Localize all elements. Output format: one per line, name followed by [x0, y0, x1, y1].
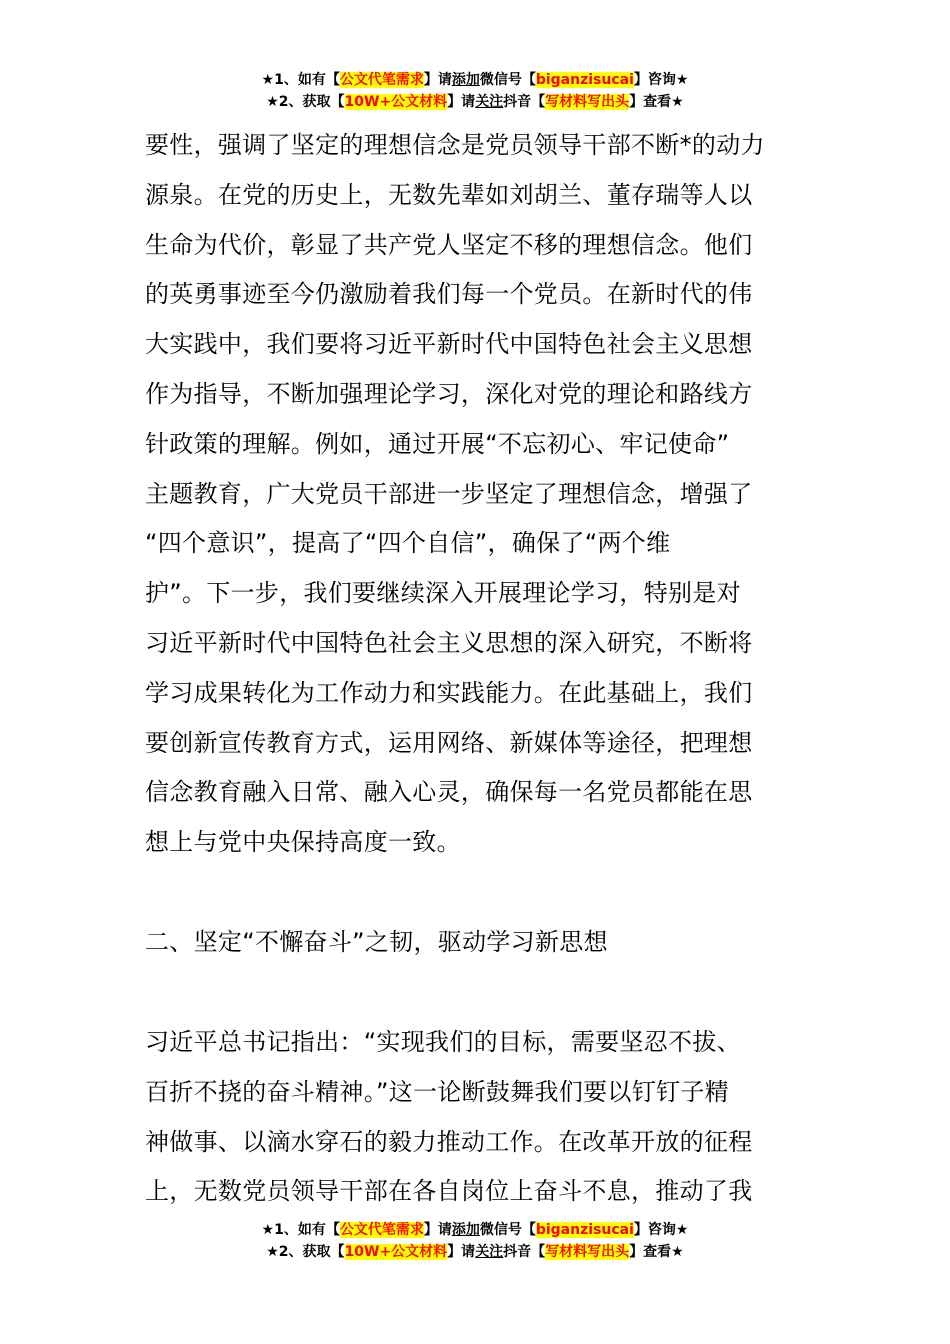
- bottom-banner: [0, 1219, 950, 1263]
- service-highlight: 公文代笔需求: [339, 72, 424, 88]
- text-line: 主题教育，广大党员干部进一步坚定了理想信念，增强了: [145, 479, 753, 508]
- banner-line-1: ★1、如有【公文代笔需求】请添加微信号【biganzisucai】咨询★: [261, 1222, 689, 1238]
- douyin-account-highlight: 写材料写出头: [545, 1244, 630, 1260]
- banner-line-2: ★2、获取【10W+公文材料】请关注抖音【写材料写出头】查看★: [266, 1244, 684, 1260]
- text-line: 的英勇事迹至今仍激励着我们每一个党员。在新时代的伟: [145, 280, 753, 309]
- service-highlight: 公文代笔需求: [339, 1222, 424, 1238]
- wechat-id-highlight: biganzisucai: [535, 72, 634, 88]
- text-line: 想上与党中央保持高度一致。: [145, 828, 461, 857]
- text-line: 要创新宣传教育方式，运用网络、新媒体等途径，把理想: [145, 728, 753, 757]
- text-line: 神做事、以滴水穿石的毅力推动工作。在改革开放的征程: [145, 1127, 753, 1156]
- text-line: 习近平总书记指出：“实现我们的目标，需要坚忍不拔、: [145, 1028, 741, 1056]
- paragraph-text: [145, 121, 825, 868]
- top-banner: [0, 69, 950, 113]
- materials-highlight: 10W+公文材料: [344, 1244, 448, 1260]
- text-line: 大实践中，我们要将习近平新时代中国特色社会主义思想: [145, 330, 753, 359]
- text-line: 学习成果转化为工作动力和实践能力。在此基础上，我们: [145, 678, 753, 707]
- wechat-id-highlight: biganzisucai: [535, 1222, 634, 1238]
- text-line: 要性，强调了坚定的理想信念是党员领导干部不断*的动力: [145, 131, 765, 159]
- text-line: 生命为代价，彰显了共产党人坚定不移的理想信念。他们: [145, 230, 753, 259]
- banner-line-1: ★1、如有【公文代笔需求】请添加微信号【biganzisucai】咨询★: [261, 72, 689, 88]
- text-line: “四个意识”，提高了“四个自信”，确保了“两个维: [145, 529, 671, 558]
- text-line: 百折不挠的奋斗精神。”这一论断鼓舞我们要以钉钉子精: [145, 1077, 729, 1106]
- banner-line-2: ★2、获取【10W+公文材料】请关注抖音【写材料写出头】查看★: [266, 94, 684, 110]
- text-line: 针政策的理解。例如，通过开展“不忘初心、牢记使命”: [145, 429, 730, 458]
- body-paragraph-1: [145, 121, 825, 868]
- text-line: 信念教育融入日常、融入心灵，确保每一名党员都能在思: [145, 778, 753, 807]
- text-line: 护”。下一步，我们要继续深入开展理论学习，特别是对: [145, 579, 741, 608]
- text-line: 习近平新时代中国特色社会主义思想的深入研究，不断将: [145, 628, 753, 657]
- paragraph-text: [145, 1018, 825, 1217]
- materials-highlight: 10W+公文材料: [344, 94, 448, 110]
- douyin-account-highlight: 写材料写出头: [545, 94, 630, 110]
- heading-text: 二、坚定“不懈奋斗”之韧，驱动学习新思想: [145, 928, 608, 956]
- section-heading-2: [145, 918, 825, 968]
- body-paragraph-2: [145, 1018, 825, 1217]
- text-line: 上，无数党员领导干部在各自岗位上奋斗不息，推动了我: [145, 1177, 753, 1206]
- text-line: 源泉。在党的历史上，无数先辈如刘胡兰、董存瑞等人以: [145, 180, 753, 209]
- text-line: 作为指导，不断加强理论学习，深化对党的理论和路线方: [145, 379, 753, 408]
